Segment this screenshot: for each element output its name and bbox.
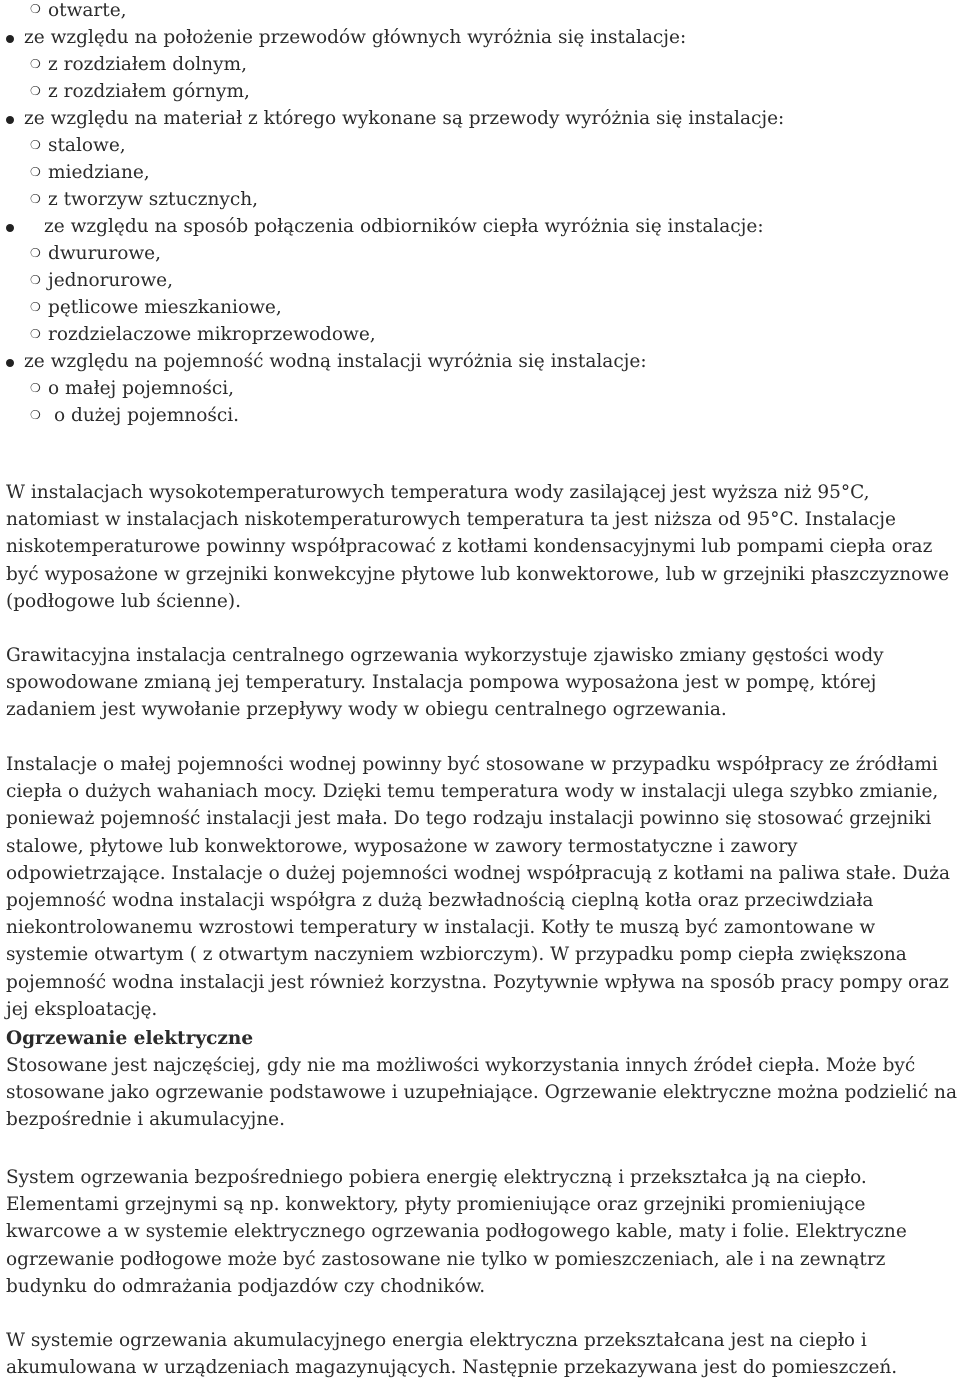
list-item: o dużej pojemności. [54,405,239,426]
bullet-icon [6,359,14,367]
list-item: rozdzielaczowe mikroprzewodowe, [48,324,376,345]
sub-bullet-icon: ❍ [30,2,41,16]
paragraph-gravity: Grawitacyjna instalacja centralnego ogrzewania wykorzystuje zjawisko zmiany gęstości wody spowodowane zmianą jej temperatury. Instalacja pompowa wyposażona jest w pompę, której zadaniem jest wywołanie przepływy wody w obiegu centralnego ogrzewania. [6,645,884,721]
sub-bullet-icon: ❍ [30,138,41,152]
sub-bullet-icon: ❍ [30,192,41,206]
sub-bullet-icon: ❍ [30,381,41,395]
bullet-icon [6,35,14,43]
bullet-icon [6,116,14,124]
paragraph-temperature: W instalacjach wysokotemperaturowych temperatura wody zasilającej jest wyższa niż 95°C, natomiast w instalacjach niskotemperaturowych temperatura ta jest niższa od 95°C. Instalacje niskotemperaturowe powinny współpracować z kotłami kondensacyjnymi lub pompami ciepła oraz być wyposażone w grzejniki konwekcyjne płytowe lub konwektorowe, lub w grzejniki płaszczyznowe (podłogowe lub ścienne). [6,482,950,612]
list-item: ze względu na położenie przewodów głównych wyróżnia się instalacje: [24,27,687,48]
list-item: dwururowe, [48,243,161,264]
list-item: ze względu na sposób połączenia odbiorników ciepła wyróżnia się instalacje: [44,216,764,237]
section-heading: Ogrzewanie elektryczne [6,1028,254,1049]
sub-bullet-icon: ❍ [30,408,41,422]
list-item: z rozdziałem górnym, [48,81,250,102]
sub-bullet-icon: ❍ [30,246,41,260]
sub-bullet-icon: ❍ [30,327,41,341]
paragraph-accumulation: W systemie ogrzewania akumulacyjnego energia elektryczna przekształcana jest na ciepło i akumulowana w urządzeniach magazynujących. Następnie przekazywana jest do pomieszczeń. [6,1330,898,1379]
list-item: pętlicowe mieszkaniowe, [48,297,282,318]
list-item: jednorurowe, [48,270,173,291]
list-item: miedziane, [48,162,150,183]
bullet-icon [6,224,14,232]
list-item: ze względu na pojemność wodną instalacji wyróżnia się instalacje: [24,351,647,372]
list-item: z rozdziałem dolnym, [48,54,247,75]
sub-bullet-icon: ❍ [30,165,41,179]
list-item: ze względu na materiał z którego wykonane są przewody wyróżnia się instalacje: [24,108,785,129]
paragraph-electric-intro: Stosowane jest najczęściej, gdy nie ma możliwości wykorzystania innych źródeł ciepła. Może być stosowane jako ogrzewanie podstawowe i uzupełniające. Ogrzewanie elektryczne można podzielić na bezpośrednie i akumulacyjne. [6,1055,958,1131]
sub-bullet-icon: ❍ [30,84,41,98]
sub-bullet-icon: ❍ [30,273,41,287]
list-item: otwarte, [48,0,127,21]
paragraph-capacity: Instalacje o małej pojemności wodnej powinny być stosowane w przypadku współpracy ze źródłami ciepła o dużych wahaniach mocy. Dzięki temu temperatura wody w instalacji ulega szybko zmianie, ponieważ pojemność instalacji jest mała. Do tego rodzaju instalacji powinno się stosować grzejniki stalowe, płytowe lub konwektorowe, wyposażone w zawory termostatyczne i zawory odpowietrzające. Instalacje o dużej pojemności wodnej współpracują z kotłami na paliwa stałe. Duża pojemność wodna instalacji współgra z dużą bezwładnością cieplną kotła oraz przeciwdziała niekontrolowanemu wzrostowi temperatury w instalacji. Kotły te muszą być zamontowane w systemie otwartym ( z otwartym naczyniem wzbiorczym). W przypadku pomp ciepła zwiększona pojemność wodna instalacji jest również korzystna. Pozytywnie wpływa na sposób pracy pompy oraz jej eksploatację. [6,754,951,1020]
paragraph-direct-heating: System ogrzewania bezpośredniego pobiera energię elektryczną i przekształca ją na ciepło. Elementami grzejnymi są np. konwektory, płyty promieniujące oraz grzejniki promieniujące kwarcowe a w systemie elektrycznego ogrzewania podłogowego kable, maty i folie. Elektryczne ogrzewanie podłogowe może być zastosowane nie tylko w pomieszczeniach, ale i na zewnątrz budynku do odmrażania podjazdów czy chodników. [6,1167,907,1297]
sub-bullet-icon: ❍ [30,300,41,314]
list-item: z tworzyw sztucznych, [48,189,259,210]
sub-bullet-icon: ❍ [30,57,41,71]
list-item: o małej pojemności, [48,378,235,399]
list-item: stalowe, [48,135,126,156]
